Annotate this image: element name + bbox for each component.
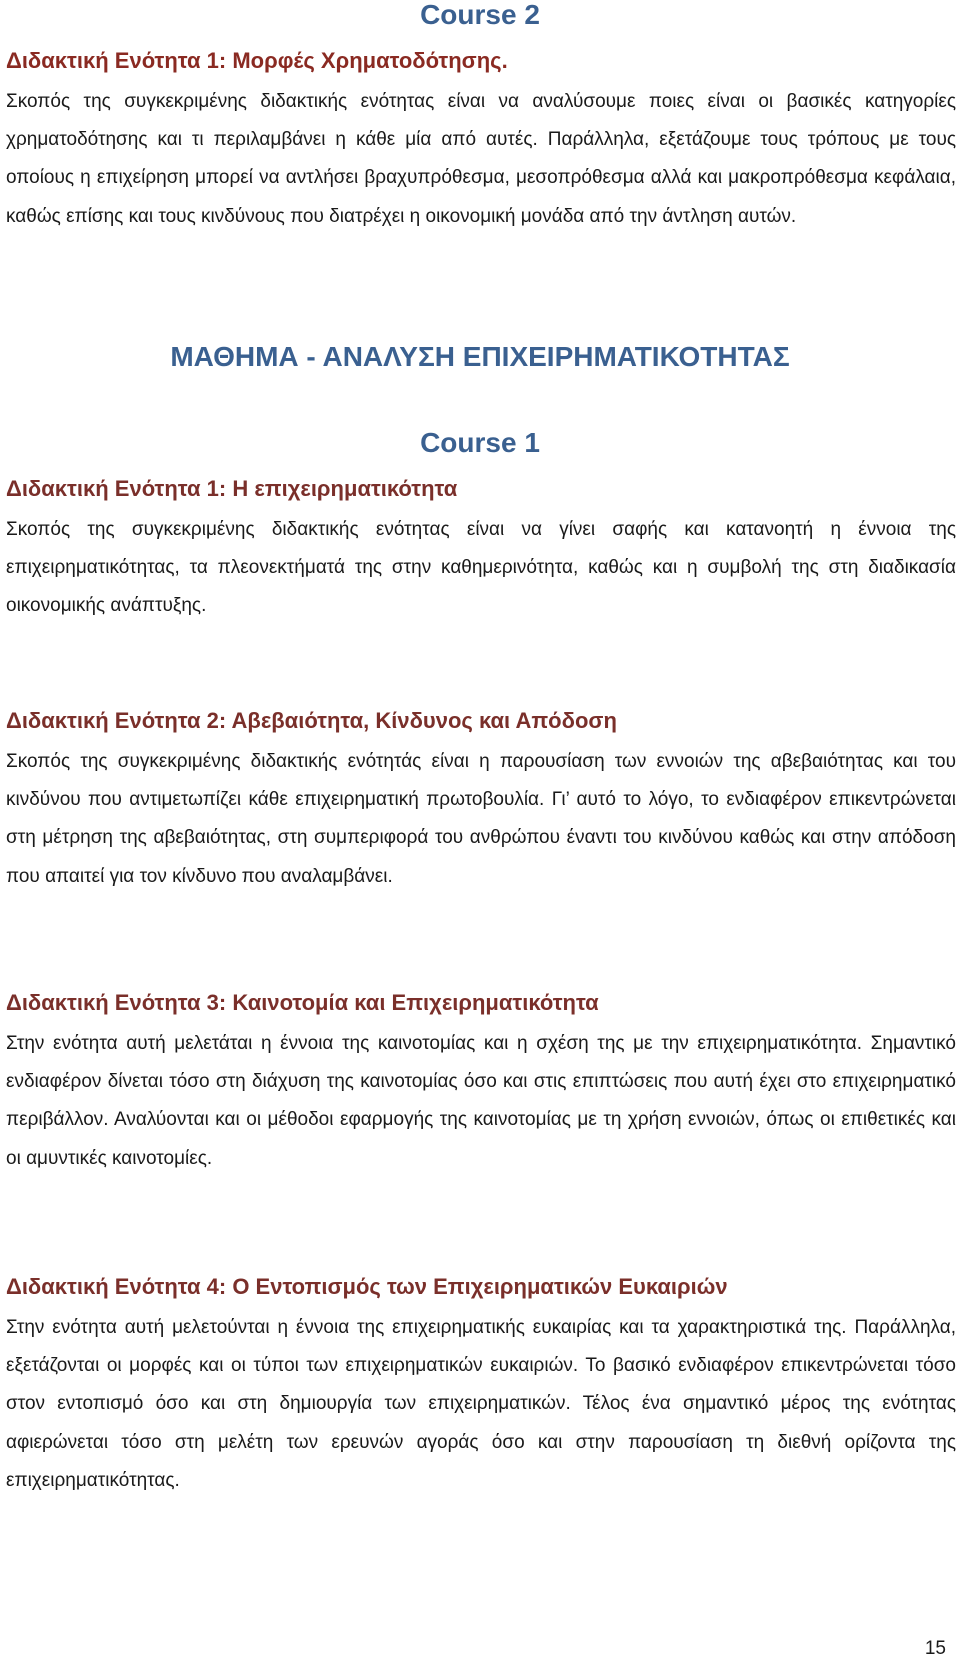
page-number: 15 xyxy=(924,1638,946,1659)
course-1-unit-2-title: Διδακτική Ενότητα 2: Αβεβαιότητα, Κίνδυνος και Απόδοση xyxy=(6,708,617,733)
course-1-unit-1-title: Διδακτική Ενότητα 1: Η επιχειρηματικότητα xyxy=(6,476,458,501)
lesson-title: ΜΑΘΗΜΑ - ΑΝΑΛΥΣΗ ΕΠΙΧΕΙΡΗΜΑΤΙΚΟΤΗΤΑΣ xyxy=(170,341,790,372)
course-1-unit-2-body: Σκοπός της συγκεκριμένης διδακτικής ενότητάς είναι η παρουσίαση των εννοιών της αβεβαιότητας και του κινδύνου που αντιμετωπίζει κάθε επιχειρηματική πρωτοβουλία. Γι’ αυτό το λόγο, το ενδιαφέρον επικεντρώνεται στη μέτρηση της αβεβαιότητας, στη συμπεριφορά του ανθρώπου έναντι του κινδύνου καθώς και στην απόδοση που απαιτεί για τον κίνδυνο που αναλαμβάνει. xyxy=(6,751,956,887)
course-1-unit-4-body: Στην ενότητα αυτή μελετούνται η έννοια της επιχειρηματικής ευκαιρίας και τα χαρακτηριστικά της. Παράλληλα, εξετάζονται οι μορφές και οι τύποι των επιχειρηματικών ευκαιριών. Το βασικό ενδιαφέρον επικεντρώνεται τόσο στον εντοπισμό όσο και στη δημιουργία των επιχειρηματικών. Τέλος ένα σημαντικό μέρος της ενότητας αφιερώνεται τόσο στη μελέτη των ερευνών αγοράς όσο και στην παρουσίαση τη διεθνή ορίζοντα της επιχειρηματικότητας. xyxy=(6,1317,956,1491)
course-1-unit-4-title: Διδακτική Ενότητα 4: Ο Εντοπισμός των Επιχειρηματικών Ευκαιριών xyxy=(6,1274,728,1299)
course-2-heading: Course 2 xyxy=(420,0,540,30)
course-1-unit-3-title: Διδακτική Ενότητα 3: Καινοτομία και Επιχειρηματικότητα xyxy=(6,990,599,1015)
course-1-heading: Course 1 xyxy=(420,427,540,458)
course-1-unit-1-body: Σκοπός της συγκεκριμένης διδακτικής ενότητας είναι να γίνει σαφής και κατανοητή η έννοια της επιχειρηματικότητας, τα πλεονεκτήματά της στην καθημερινότητα, καθώς και η συμβολή της στη διαδικασία οικονομικής ανάπτυξης. xyxy=(6,519,956,617)
course-2-unit-1-body: Σκοπός της συγκεκριμένης διδακτικής ενότητας είναι να αναλύσουμε ποιες είναι οι βασικές κατηγορίες χρηματοδότησης και τι περιλαμβάνει η κάθε μία από αυτές. Παράλληλα, εξετάζουμε τους τρόπους με τους οποίους η επιχείρηση μπορεί να αντλήσει βραχυπρόθεσμα, μεσοπρόθεσμα αλλά και μακροπρόθεσμα κεφάλαια, καθώς επίσης και τους κινδύνους που διατρέχει η οικονομική μονάδα από την άντληση αυτών. xyxy=(6,91,956,227)
course-2-unit-1-title: Διδακτική Ενότητα 1: Μορφές Χρηματοδότησης. xyxy=(6,48,508,73)
course-1-unit-3-body: Στην ενότητα αυτή μελετάται η έννοια της καινοτομίας και η σχέση της με την επιχειρηματικότητα. Σημαντικό ενδιαφέρον δίνεται τόσο στη διάχυση της καινοτομίας όσο και στις επιπτώσεις που αυτή έχει στο επιχειρηματικό περιβάλλον. Αναλύονται και οι μέθοδοι εφαρμογής της καινοτομίας με τη χρήση εννοιών, όπως οι επιθετικές και οι αμυντικές καινοτομίες. xyxy=(6,1033,956,1169)
